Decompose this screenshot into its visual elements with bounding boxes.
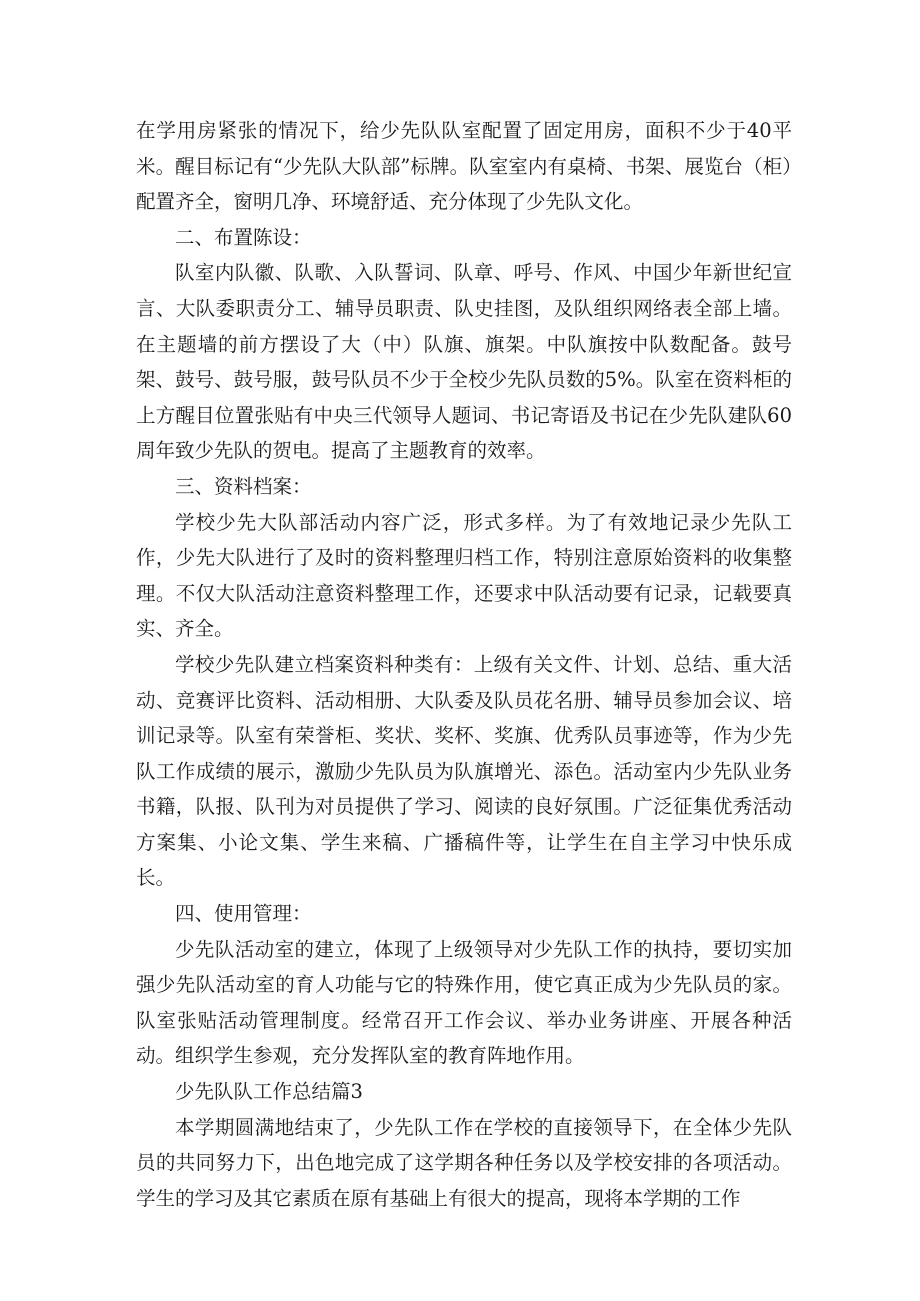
section-heading-layout: 二、布置陈设：: [175, 225, 312, 249]
paragraph-summary-intro: 本学期圆满地结束了，少先队工作在学校的直接领导下，在全体少先队员的共同努力下，出色地完成了这学期各种任务以及学校安排的各项活动。学生的学习及其它素质在原有基础上有很大的提高，现将本学期的工作: [136, 1115, 792, 1210]
paragraph-management: 少先队活动室的建立，体现了上级领导对少先队工作的执持，要切实加强少先队活动室的育人功能与它的特殊作用，使它真正成为少先队员的家。队室张贴活动管理制度。经常召开工作会议、举办业务讲座、开展各种活动。组织学生参观，充分发挥队室的教育阵地作用。: [136, 937, 792, 1068]
paragraph-archives-1: 学校少先大队部活动内容广泛，形式多样。为了有效地记录少先队工作，少先大队进行了及时的资料整理归档工作，特别注意原始资料的收集整理。不仅大队活动注意资料整理工作，还要求中队活动要有记录，记载要真实、齐全。: [136, 510, 792, 641]
paragraph-archives-2: 学校少先队建立档案资料种类有：上级有关文件、计划、总结、重大活动、竞赛评比资料、活动相册、大队委及队员花名册、辅导员参加会议、培训记录等。队室有荣誉柜、奖状、奖杯、奖旗、优秀队员事迹等，作为少先队工作成绩的展示，激励少先队员为队旗增光、添色。活动室内少先队业务书籍，队报、队刊为对员提供了学习、阅读的良好氛围。广泛征集优秀活动方案集、小论文集、学生来稿、广播稿件等，让学生在自主学习中快乐成长。: [136, 652, 792, 890]
article-title-part3: 少先队队工作总结篇3: [175, 1080, 363, 1104]
document-body: [136, 113, 792, 1216]
section-heading-archives: 三、资料档案：: [175, 474, 312, 498]
paragraph-facility: 在学用房紧张的情况下，给少先队队室配置了固定用房，面积不少于40平米。醒目标记有“少先队大队部”标牌。队室室内有桌椅、书架、展览台（柜）配置齐全，窗明几净、环境舒适、充分体现了少先队文化。: [136, 119, 792, 214]
section-heading-management: 四、使用管理：: [175, 902, 312, 926]
paragraph-layout: 队室内队徽、队歌、入队誓词、队章、呼号、作风、中国少年新世纪宣言、大队委职责分工、辅导员职责、队史挂图，及队组织网络表全部上墙。在主题墙的前方摆设了大（中）队旗、旗架。中队旗按中队数配备。鼓号架、鼓号、鼓号服，鼓号队员不少于全校少先队员数的5%。队室在资料柜的上方醒目位置张贴有中央三代领导人题词、书记寄语及书记在少先队建队60周年致少先队的贺电。提高了主题教育的效率。: [136, 261, 792, 463]
